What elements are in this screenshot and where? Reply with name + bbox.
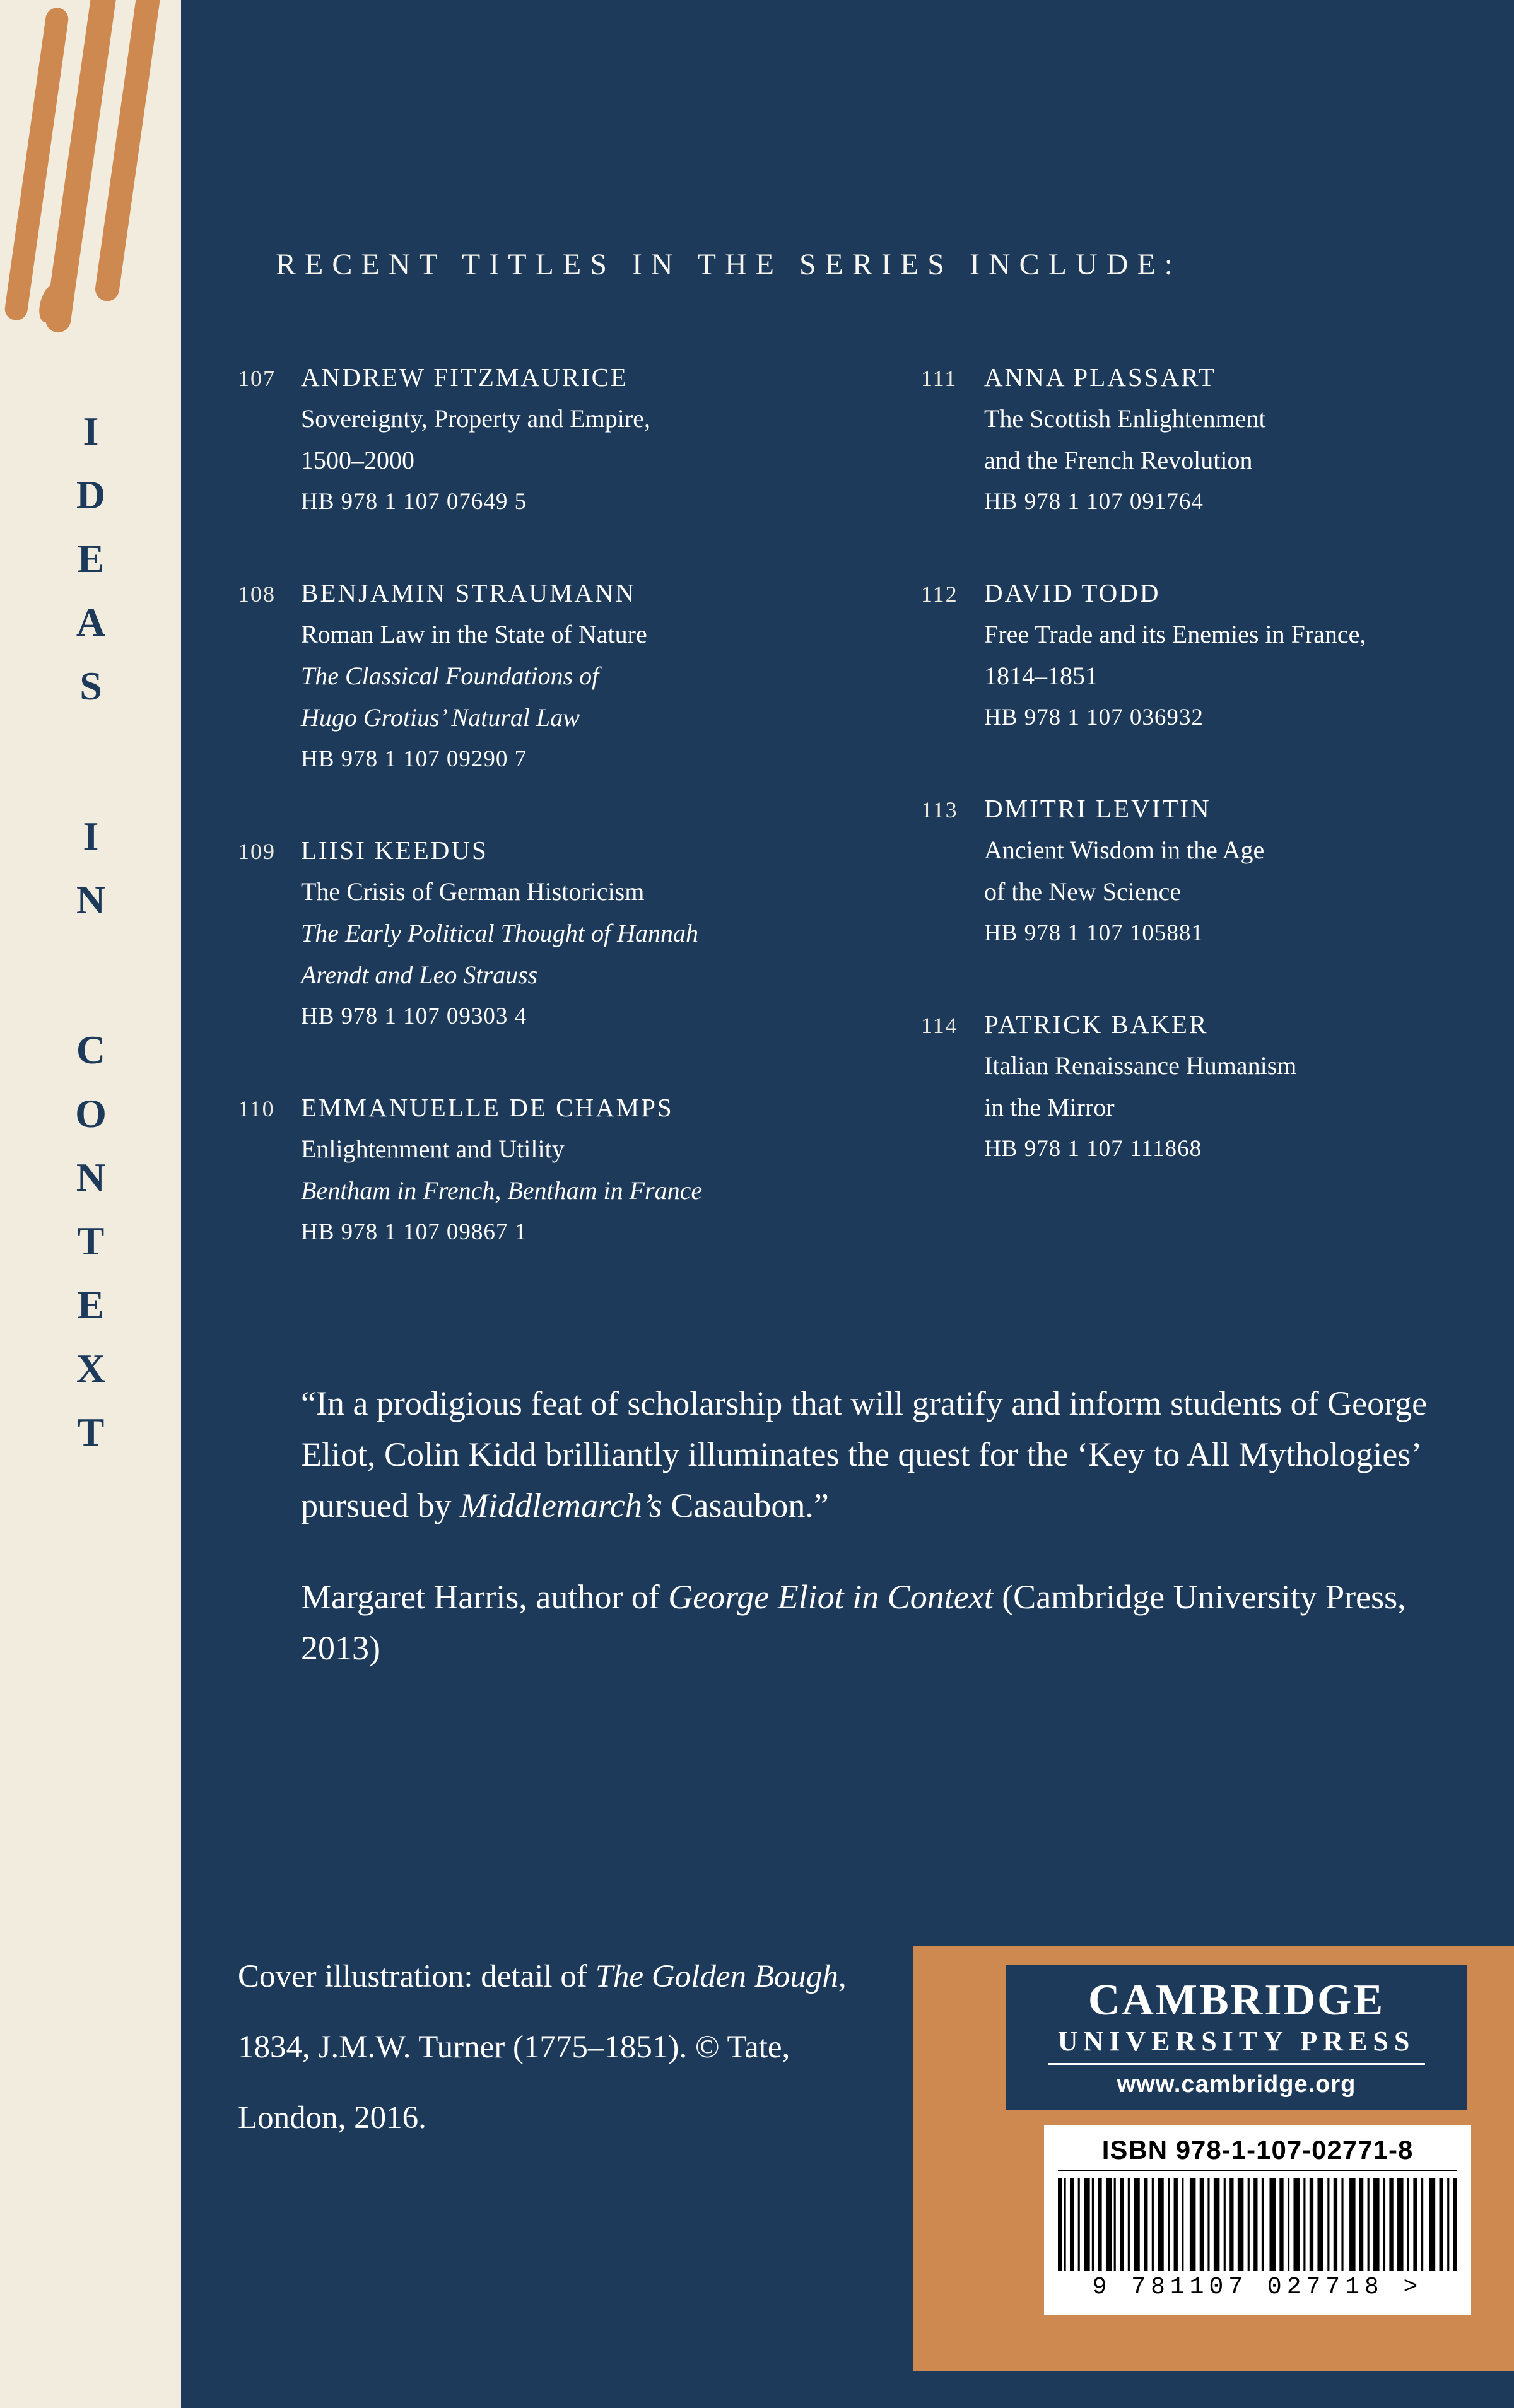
entry-title-line: of the New Science [984, 877, 1182, 906]
publisher-panel [913, 1946, 1514, 2371]
isbn-divider [1058, 2170, 1457, 2171]
entry-number: 111 [921, 366, 958, 391]
entry-isbn: HB 978 1 107 105881 [984, 920, 1204, 946]
entry-title-line: The Crisis of German Historicism [301, 877, 645, 906]
entry-title-line: Free Trade and its Enemies in France, [984, 620, 1366, 648]
barcode-box [1044, 2125, 1471, 2315]
entry-body [301, 356, 856, 523]
entry-title-line: 1500–2000 [301, 446, 414, 474]
entry-number: 109 [238, 839, 276, 864]
attribution-part1: Margaret Harris, author of [301, 1578, 669, 1616]
review-quote-block [301, 1378, 1436, 1674]
entry-body [984, 356, 1508, 523]
cover-credit-line3: London, 2016. [238, 2100, 426, 2136]
entry-number: 113 [921, 797, 958, 822]
attribution-part2: (Cambridge University Press, 2013) [301, 1578, 1406, 1667]
entry-body [301, 1087, 856, 1253]
entry-title-line: Sovereignty, Property and Empire, [301, 404, 650, 433]
entry-number: 110 [238, 1096, 275, 1121]
cover-credit [238, 1941, 847, 2153]
entry-title-line: 1814–1851 [984, 662, 1098, 690]
cover-credit-line1 [238, 1941, 847, 2012]
series-entry-109 [238, 829, 856, 1037]
publisher-divider [1048, 2063, 1426, 2065]
entry-author: EMMANUELLE DE CHAMPS [301, 1093, 674, 1122]
cover-credit-line2: 1834, J.M.W. Turner (1775–1851). © Tate, [238, 2030, 790, 2065]
entry-isbn: HB 978 1 107 09303 4 [301, 1003, 527, 1029]
entry-title-line: Roman Law in the State of Nature [301, 620, 647, 648]
entry-author: PATRICK BAKER [984, 1010, 1209, 1039]
entry-subtitle-line: The Early Political Thought of Hannah [301, 919, 698, 947]
quote-part2: Casaubon.” [662, 1487, 829, 1524]
series-entry-110 [238, 1087, 856, 1253]
entry-body [984, 1003, 1508, 1170]
isbn-label: ISBN 978-1-107-02771-8 [1101, 2135, 1414, 2165]
publisher-division: UNIVERSITY PRESS [1057, 2025, 1416, 2057]
entry-author: BENJAMIN STRAUMANN [301, 578, 637, 607]
quote-part1: “In a prodigious feat of scholarship that will gratify and inform students of George Eliot, Colin Kidd brilliantly illuminates the quest for the ‘Key to All Mythologies’ pursued by [301, 1384, 1428, 1524]
attribution-italic-title: George Eliot in Context [668, 1578, 994, 1616]
entry-number: 114 [921, 1013, 958, 1038]
main-area [181, 0, 1514, 2408]
entry-subtitle-line: Arendt and Leo Strauss [301, 961, 538, 989]
entry-body [984, 572, 1508, 739]
entry-author: ANNA PLASSART [984, 363, 1217, 392]
entry-title-line: The Scottish Enlightenment [984, 404, 1266, 433]
entry-isbn: HB 978 1 107 07649 5 [301, 489, 527, 515]
entry-subtitle-line: Hugo Grotius’ Natural Law [301, 703, 580, 732]
series-title-vertical: IDEAS IN CONTEXT [68, 409, 114, 1473]
publisher-name: CAMBRIDGE [1088, 1975, 1385, 2025]
cover-credit-part2: , [838, 1959, 847, 1994]
listing-column-left [238, 356, 856, 1302]
publisher-logo-box [1006, 1965, 1467, 2110]
series-entry-107 [238, 356, 856, 523]
entry-title-line: Ancient Wisdom in the Age [984, 836, 1265, 864]
entry-subtitle-line: The Classical Foundations of [301, 662, 599, 690]
series-entry-108 [238, 572, 856, 780]
entry-author: ANDREW FITZMAURICE [301, 363, 629, 392]
publisher-website: www.cambridge.org [1117, 2071, 1356, 2098]
cover-credit-part1: Cover illustration: detail of [238, 1959, 596, 1994]
entry-isbn: HB 978 1 107 036932 [984, 704, 1204, 730]
entry-body [301, 829, 856, 1037]
entry-author: DAVID TODD [984, 578, 1161, 607]
series-entry-112 [921, 572, 1508, 739]
series-title-wrap [0, 409, 181, 1473]
barcode-digits: 9 781107 027718 > [1092, 2274, 1423, 2301]
brush-strokes-icon [19, 0, 164, 359]
entry-title-line: Italian Renaissance Humanism [984, 1051, 1297, 1080]
series-entry-113 [921, 788, 1508, 954]
series-entry-114 [921, 1003, 1508, 1170]
entry-title-line: in the Mirror [984, 1093, 1115, 1121]
listing-column-right [921, 356, 1508, 1219]
entry-body [301, 572, 856, 780]
review-quote [301, 1378, 1436, 1531]
entry-number: 107 [238, 366, 276, 391]
entry-author: DMITRI LEVITIN [984, 794, 1211, 823]
entry-isbn: HB 978 1 107 111868 [984, 1136, 1202, 1162]
entry-number: 108 [238, 582, 276, 607]
entry-number: 112 [921, 582, 958, 607]
sidebar [0, 0, 181, 2408]
entry-title-line: Enlightenment and Utility [301, 1135, 565, 1163]
entry-author: LIISI KEEDUS [301, 836, 488, 865]
entry-subtitle-line: Bentham in French, Bentham in France [301, 1176, 703, 1205]
entry-title-line: and the French Revolution [984, 446, 1253, 474]
entry-isbn: HB 978 1 107 09290 7 [301, 746, 527, 772]
series-entry-111 [921, 356, 1508, 523]
cover-credit-italic-title: The Golden Bough [595, 1959, 838, 1994]
entry-body [984, 788, 1508, 954]
quote-italic-title: Middlemarch’s [459, 1487, 662, 1524]
entry-isbn: HB 978 1 107 09867 1 [301, 1219, 527, 1245]
recent-titles-header: RECENT TITLES IN THE SERIES INCLUDE: [276, 248, 1182, 281]
barcode-icon [1058, 2178, 1457, 2271]
quote-attribution [301, 1572, 1436, 1674]
entry-isbn: HB 978 1 107 091764 [984, 489, 1204, 515]
